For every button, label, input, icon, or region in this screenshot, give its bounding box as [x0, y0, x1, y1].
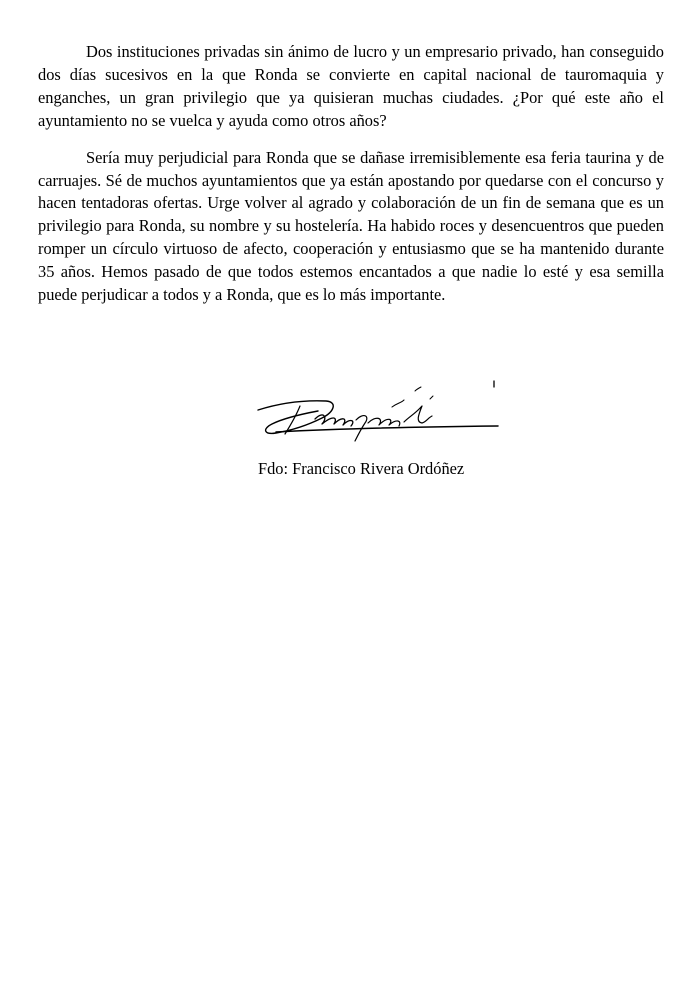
letter-body	[38, 41, 664, 321]
signer-name: Fdo: Francisco Rivera Ordóñez	[258, 459, 465, 478]
paragraph-2: Sería muy perjudicial para Ronda que se dañase irremisiblemente esa feria taurina y de carruajes. Sé de muchos ayuntamientos que ya están apostando por quedarse con el concurso y hacen tentadoras ofertas. Urge volver al agrado y colaboración de un fin de semana que es un privilegio para Ronda, su nombre y su hostelería. Ha habido roces y desencuentros que pueden romper un círculo virtuoso de afecto, cooperación y entusiasmo que se ha mantenido durante 35 años. Hemos pasado de que todos estemos encantados a que nadie lo esté y esa semilla puede perjudicar a todos y a Ronda, que es lo más importante.	[38, 147, 664, 305]
handwritten-signature	[252, 376, 502, 444]
paragraph-1: Dos instituciones privadas sin ánimo de lucro y un empresario privado, han conseguido dos días sucesivos en la que Ronda se convierte en capital nacional de tauromaquia y enganches, un gran privilegio que ya quisieran muchas ciudades. ¿Por qué este año el ayuntamiento no se vuelca y ayuda como otros años?	[38, 42, 664, 130]
